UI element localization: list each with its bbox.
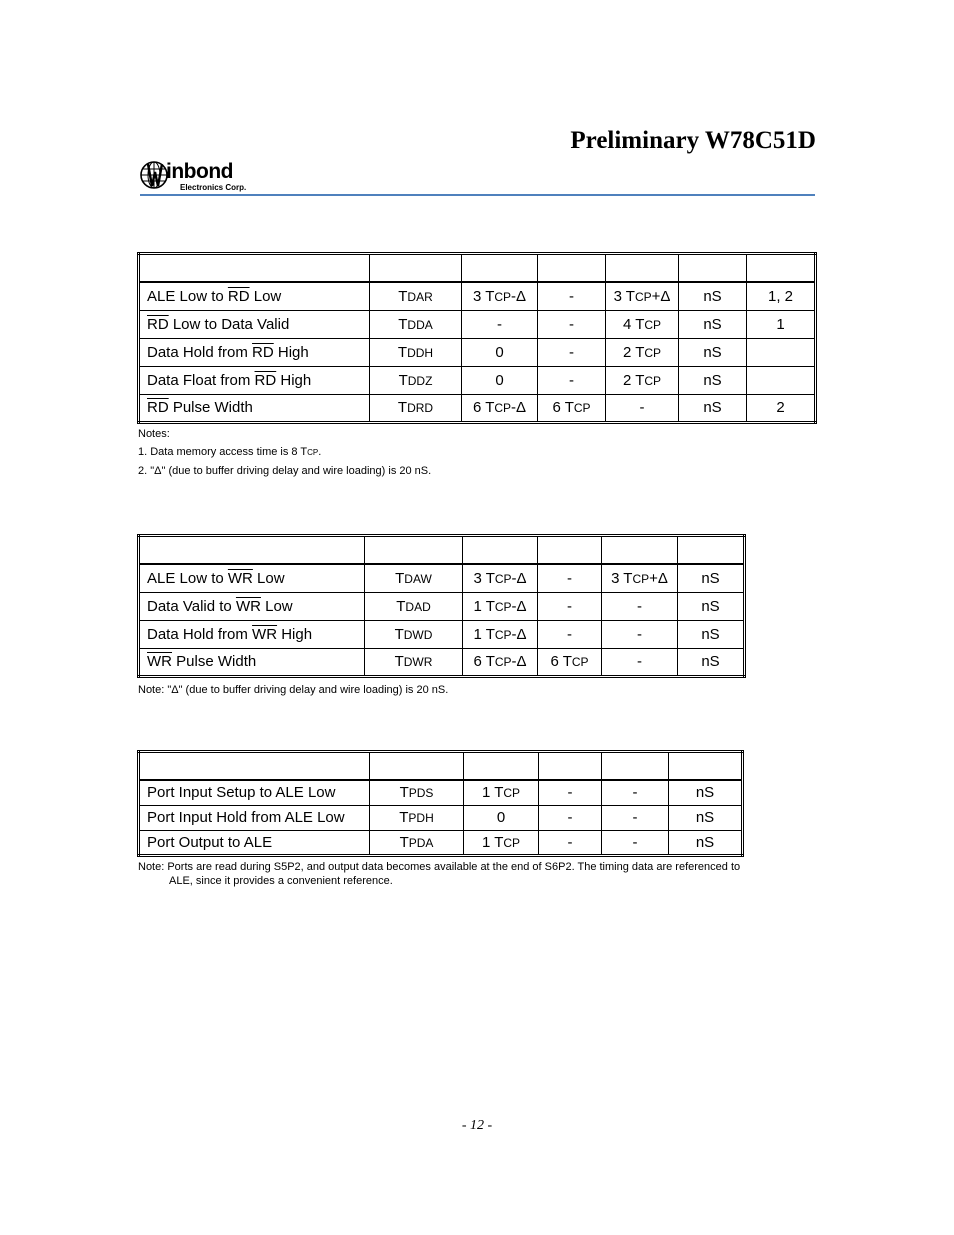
- unit-cell: nS: [679, 394, 747, 422]
- globe-icon: [140, 158, 168, 192]
- typ-cell: -: [539, 830, 602, 855]
- min-cell: 0: [462, 338, 538, 366]
- data-write-timing-table: [137, 534, 746, 678]
- table-row: [139, 564, 745, 592]
- parameter-cell: Data Valid to $\overline{WR}$ Low: [139, 592, 365, 620]
- note-2: 2. "Δ" (due to buffer driving delay and wire loading) is 20 nS.: [138, 465, 432, 477]
- min-cell: 3 TCP-Δ: [462, 282, 538, 310]
- notes-cell: 2: [747, 394, 816, 422]
- table-row: [139, 592, 745, 620]
- typ-cell: -: [538, 310, 606, 338]
- notes-cell: 1: [747, 310, 816, 338]
- table-row: [139, 805, 743, 830]
- page-title: Preliminary W78C51D: [570, 127, 816, 154]
- table1-notes: [138, 425, 431, 480]
- unit-cell: nS: [678, 648, 745, 676]
- max-cell: -: [602, 592, 678, 620]
- min-cell: 1 TCP-Δ: [463, 592, 538, 620]
- note-1: 1. Data memory access time is 8 TCP.: [138, 446, 322, 458]
- parameter-cell: Port Input Hold from ALE Low: [139, 805, 370, 830]
- max-cell: -: [602, 805, 669, 830]
- unit-cell: nS: [678, 620, 745, 648]
- parameter-cell: Data Float from $\overline{RD}$ High: [139, 366, 370, 394]
- table2-note: Note: "Δ" (due to buffer driving delay and wire loading) is 20 nS.: [138, 684, 449, 696]
- symbol-cell: TPDH: [370, 805, 464, 830]
- min-cell: 1 TCP: [464, 830, 539, 855]
- table-row: [139, 282, 816, 310]
- min-cell: 0: [464, 805, 539, 830]
- typ-cell: 6 TCP: [538, 394, 606, 422]
- notes-cell: [747, 366, 816, 394]
- typ-cell: -: [538, 338, 606, 366]
- parameter-cell: $\overline{RD}$ Low to Data Valid: [139, 310, 370, 338]
- max-cell: 4 TCP: [606, 310, 679, 338]
- symbol-cell: TDWD: [365, 620, 463, 648]
- min-cell: 3 TCP-Δ: [463, 564, 538, 592]
- typ-cell: -: [538, 620, 602, 648]
- symbol-cell: TDDA: [370, 310, 462, 338]
- symbol-cell: TDAD: [365, 592, 463, 620]
- winbond-logo: [140, 158, 270, 194]
- table-row: [139, 780, 743, 805]
- max-cell: 2 TCP: [606, 366, 679, 394]
- table-row: [139, 338, 816, 366]
- header-rule: [140, 194, 815, 196]
- parameter-cell: Port Input Setup to ALE Low: [139, 780, 370, 805]
- notes-heading: Notes:: [138, 428, 170, 440]
- port-access-timing-table: [137, 750, 744, 857]
- typ-cell: 6 TCP: [538, 648, 602, 676]
- page-number: - 12 -: [461, 1118, 493, 1133]
- min-cell: 1 TCP: [464, 780, 539, 805]
- notes-cell: [747, 338, 816, 366]
- unit-cell: nS: [679, 282, 747, 310]
- typ-cell: -: [538, 282, 606, 310]
- notes-cell: 1, 2: [747, 282, 816, 310]
- max-cell: -: [602, 620, 678, 648]
- symbol-cell: TDRD: [370, 394, 462, 422]
- parameter-cell: $\overline{WR}$ Pulse Width: [139, 648, 365, 676]
- unit-cell: nS: [669, 805, 743, 830]
- min-cell: -: [462, 310, 538, 338]
- typ-cell: -: [539, 780, 602, 805]
- symbol-cell: TPDS: [370, 780, 464, 805]
- symbol-cell: TPDA: [370, 830, 464, 855]
- parameter-cell: $\overline{RD}$ Pulse Width: [139, 394, 370, 422]
- table3-note: Note: Ports are read during S5P2, and output data becomes available at the end of S6P2. The timing data are referenced to ALE, since it provides a convenient reference.: [138, 861, 741, 887]
- symbol-cell: TDAW: [365, 564, 463, 592]
- table-row: [139, 648, 745, 676]
- parameter-cell: ALE Low to $\overline{RD}$ Low: [139, 282, 370, 310]
- max-cell: 3 TCP+Δ: [606, 282, 679, 310]
- min-cell: 1 TCP-Δ: [463, 620, 538, 648]
- unit-cell: nS: [679, 338, 747, 366]
- max-cell: 3 TCP+Δ: [602, 564, 678, 592]
- logo-subtitle: Electronics Corp.: [180, 183, 247, 192]
- typ-cell: -: [538, 366, 606, 394]
- parameter-cell: Data Hold from $\overline{WR}$ High: [139, 620, 365, 648]
- max-cell: -: [602, 648, 678, 676]
- logo-wordmark: inbond: [166, 160, 233, 183]
- min-cell: 0: [462, 366, 538, 394]
- unit-cell: nS: [669, 830, 743, 855]
- max-cell: -: [602, 780, 669, 805]
- data-read-timing-table: [137, 252, 817, 424]
- table-row: [139, 830, 743, 855]
- symbol-cell: TDWR: [365, 648, 463, 676]
- parameter-cell: Data Hold from $\overline{RD}$ High: [139, 338, 370, 366]
- symbol-cell: TDDH: [370, 338, 462, 366]
- typ-cell: -: [538, 592, 602, 620]
- unit-cell: nS: [678, 564, 745, 592]
- table-header-row: [139, 536, 745, 565]
- table-header-row: [139, 752, 743, 781]
- table-row: [139, 620, 745, 648]
- unit-cell: nS: [679, 366, 747, 394]
- unit-cell: nS: [669, 780, 743, 805]
- unit-cell: nS: [678, 592, 745, 620]
- min-cell: 6 TCP-Δ: [462, 394, 538, 422]
- parameter-cell: Port Output to ALE: [139, 830, 370, 855]
- symbol-cell: TDDZ: [370, 366, 462, 394]
- typ-cell: -: [539, 805, 602, 830]
- table-row: [139, 310, 816, 338]
- max-cell: -: [602, 830, 669, 855]
- parameter-cell: ALE Low to $\overline{WR}$ Low: [139, 564, 365, 592]
- max-cell: -: [606, 394, 679, 422]
- max-cell: 2 TCP: [606, 338, 679, 366]
- table-row: [139, 394, 816, 422]
- unit-cell: nS: [679, 310, 747, 338]
- typ-cell: -: [538, 564, 602, 592]
- symbol-cell: TDAR: [370, 282, 462, 310]
- min-cell: 6 TCP-Δ: [463, 648, 538, 676]
- table-row: [139, 366, 816, 394]
- table-header-row: [139, 254, 816, 283]
